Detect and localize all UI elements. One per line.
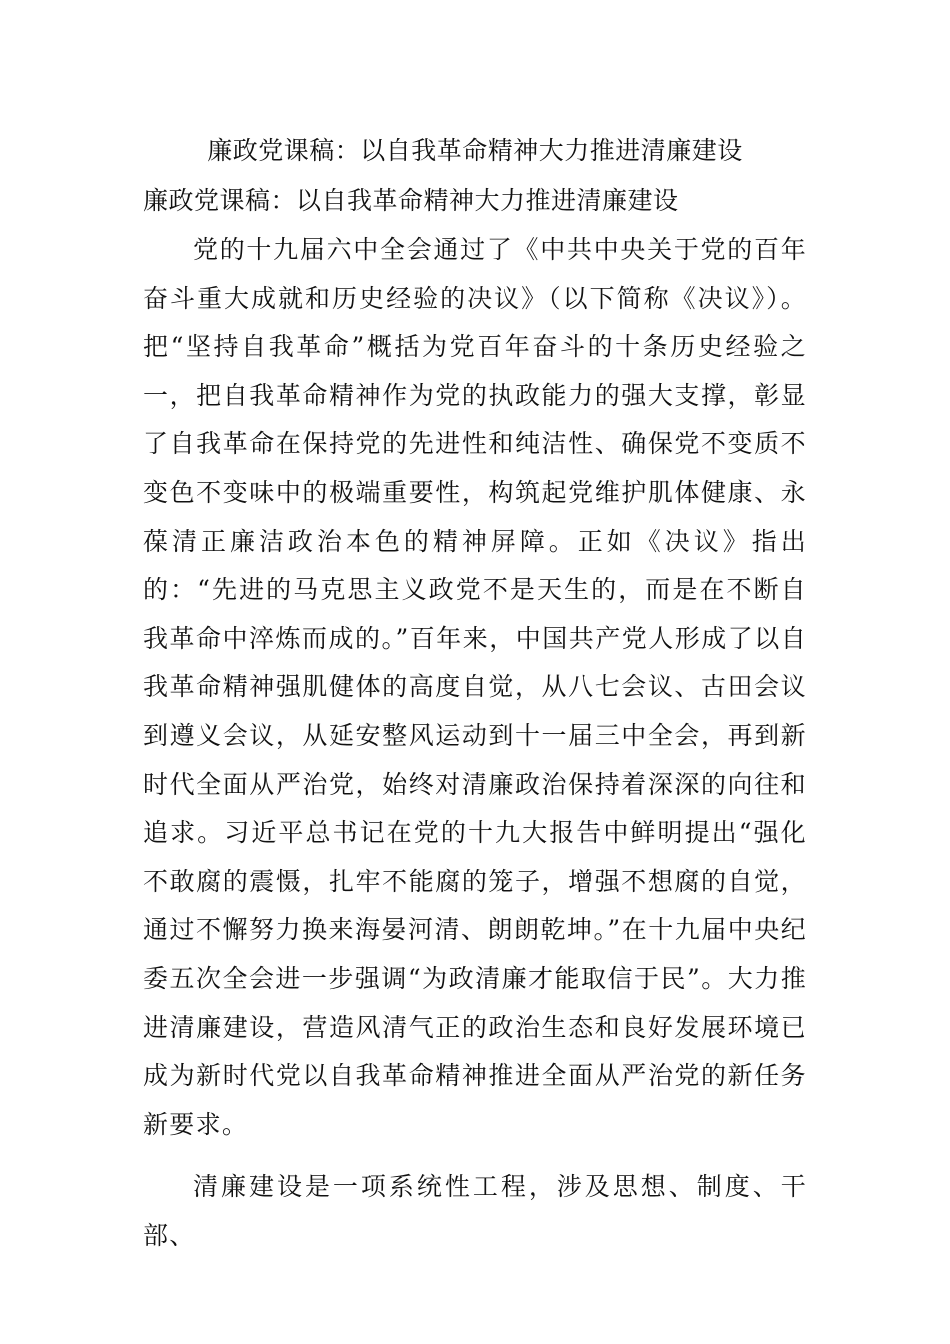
document-title-centered: 廉政党课稿：以自我革命精神大力推进清廉建设 [207,136,743,165]
document-title-left: 廉政党课稿：以自我革命精神大力推进清廉建设 [143,186,679,215]
body-paragraph-1: 党的十九届六中全会通过了《中共中央关于党的百年奋斗重大成就和历史经验的决议》（以下简称《决议》）。把“坚持自我革命”概括为党百年奋斗的十条历史经验之一，把自我革命精神作为党的执政能力的强大支撑，彰显了自我革命在保持党的先进性和纯洁性、确保党不变质不变色不变味中的极端重要性，构筑起党维护肌体健康、永葆清正廉洁政治本色的精神屏障。正如《决议》指出的：“先进的马克思主义政党不是天生的，而是在不断自我革命中淬炼而成的。”百年来，中国共产党人形成了以自我革命精神强肌健体的高度自觉，从八七会议、古田会议到遵义会议，从延安整风运动到十一届三中全会，再到新时代全面从严治党，始终对清廉政治保持着深深的向往和追求。习近平总书记在党的十九大报告中鲜明提出“强化不敢腐的震慑，扎牢不能腐的笼子，增强不想腐的自觉，通过不懈努力换来海晏河清、朗朗乾坤。”在十九届中央纪委五次全会进一步强调“为政清廉才能取信于民”。大力推进清廉建设，营造风清气正的政治生态和良好发展环境已成为新时代党以自我革命精神推进全面从严治党的新任务新要求。 [143,235,807,1139]
document-body [143,226,807,1260]
body-paragraph-2: 清廉建设是一项系统性工程，涉及思想、制度、干部、 [143,1172,807,1250]
